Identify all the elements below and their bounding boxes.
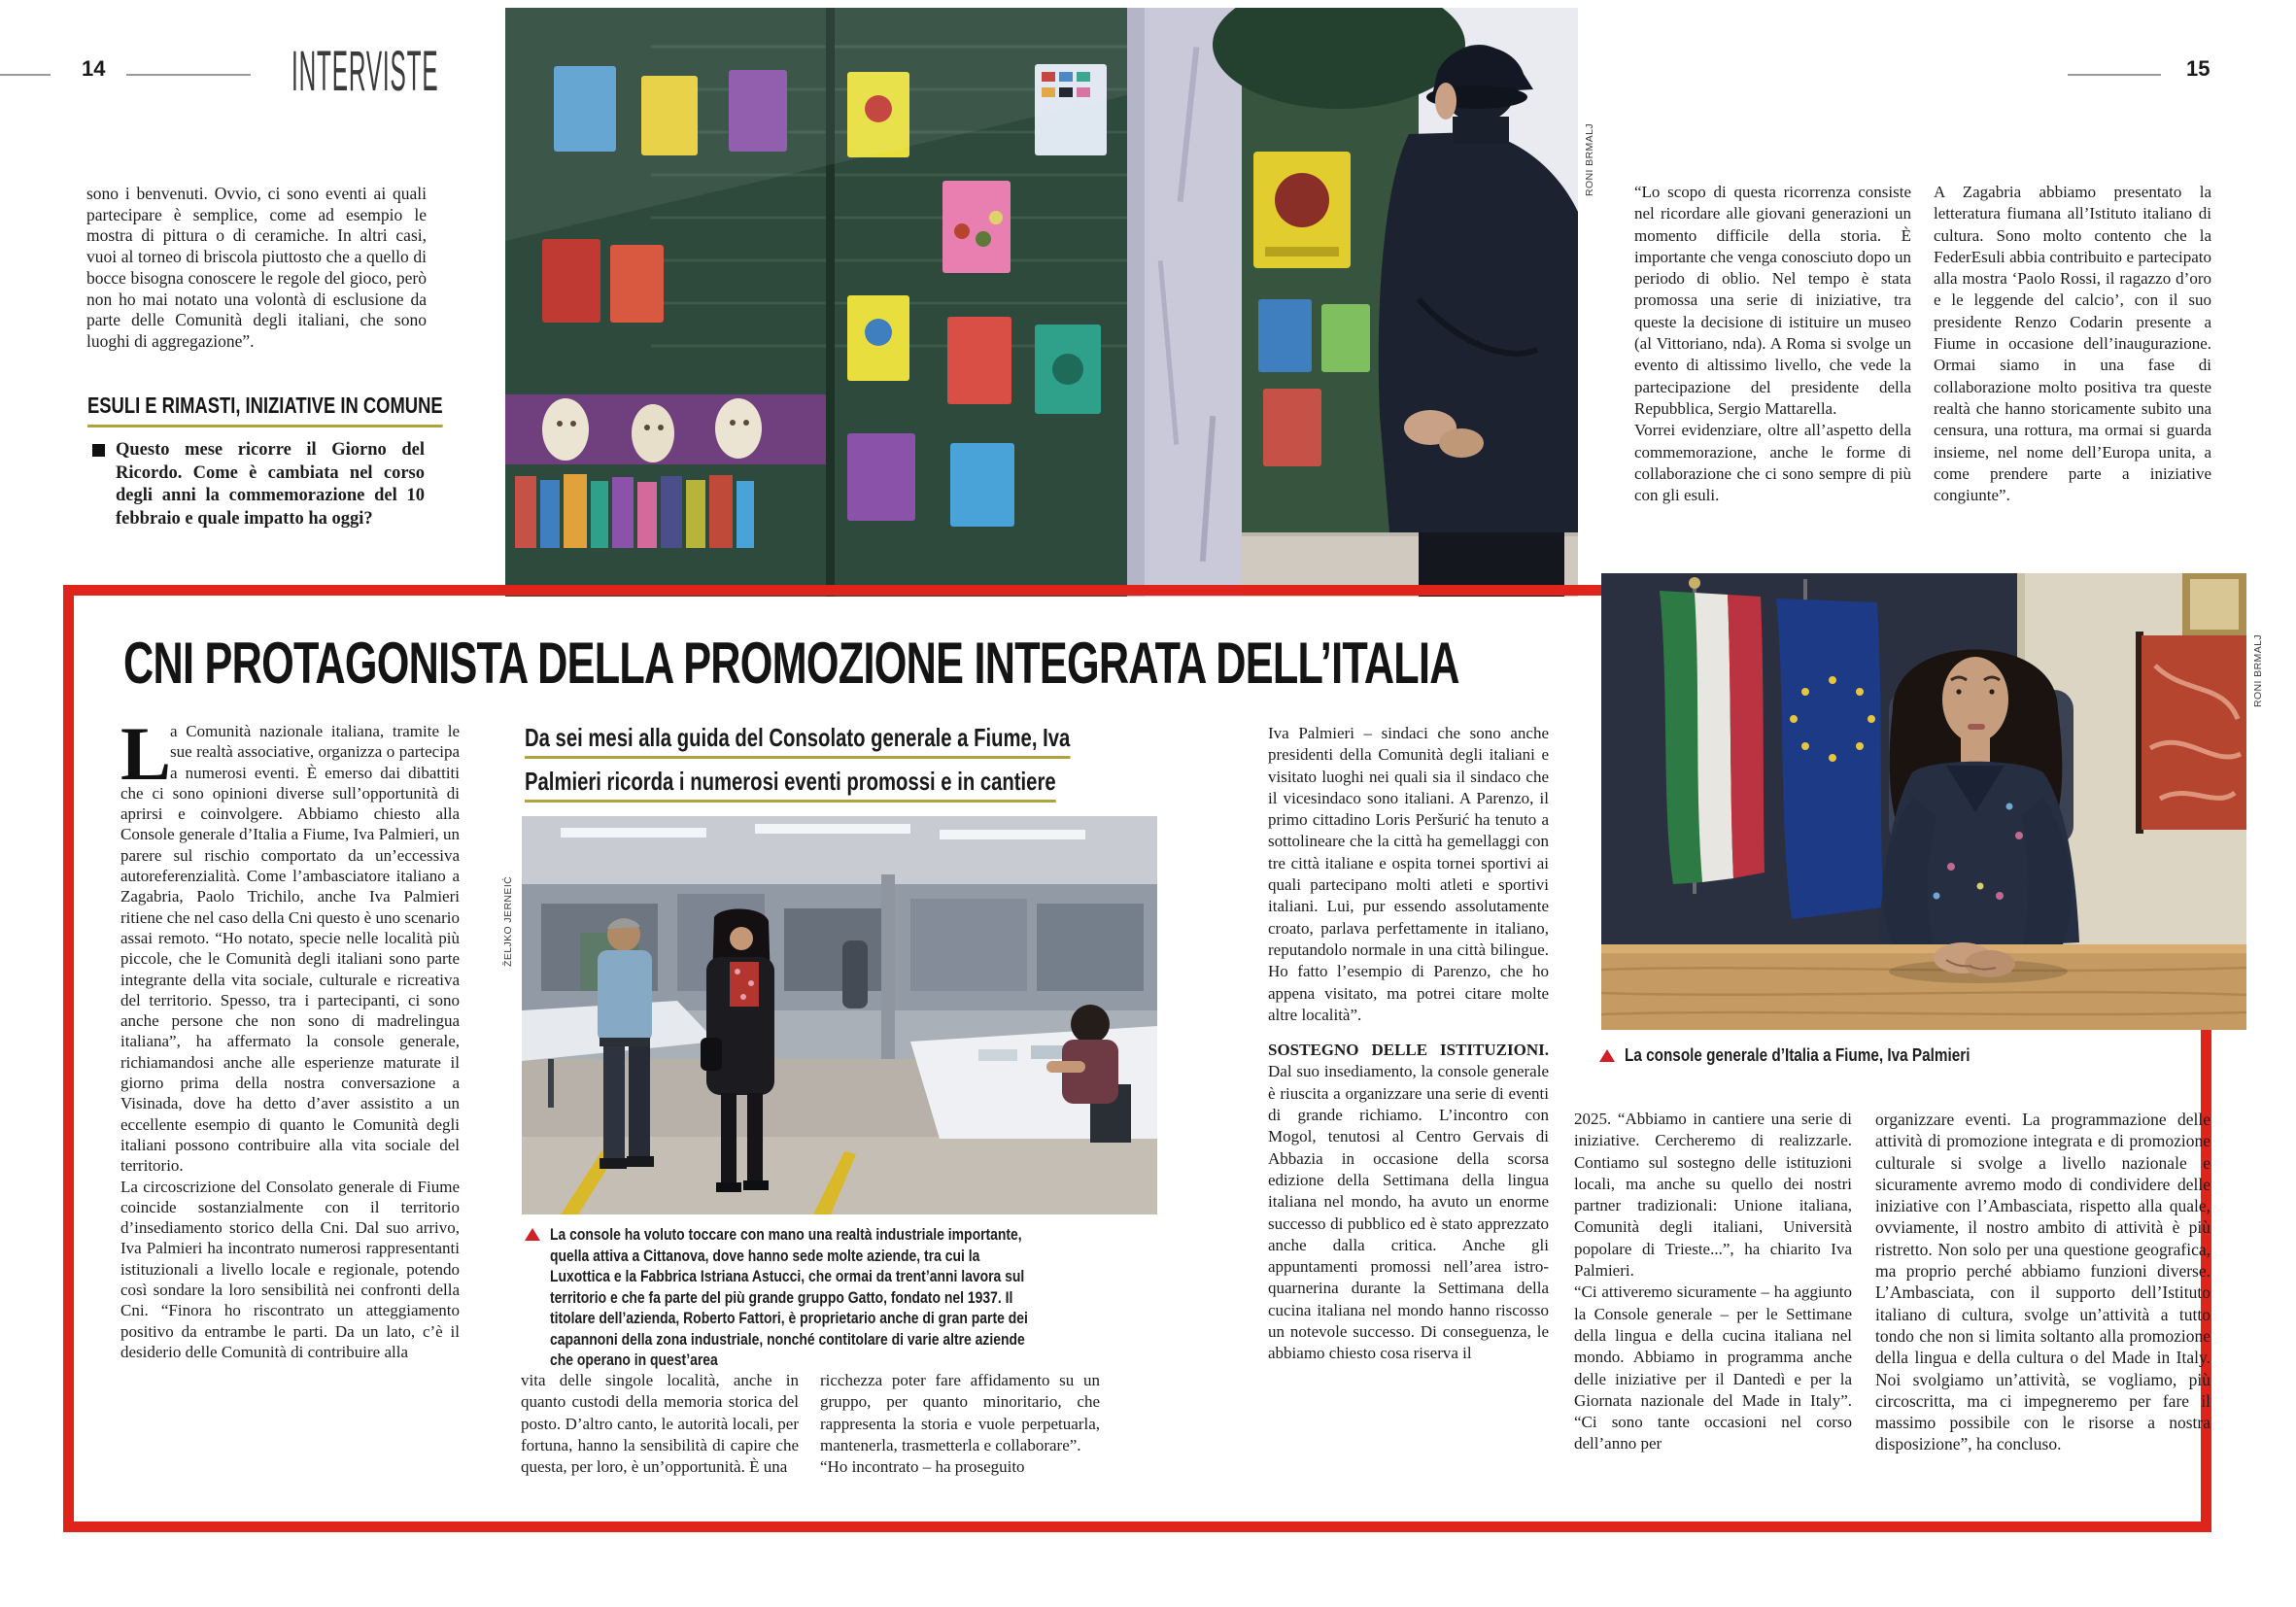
article-column-3: ricchezza poter fare affidamento su un gruppo, per quanto minoritario, che rappresenta la storia e vuole perpetuarla, mantenerla, trasmetterla e collaborare”. “Ho incontrato – ha proseguito (820, 1371, 1100, 1477)
palmieri-portrait-photo (1601, 573, 2246, 1030)
drop-cap: L (120, 711, 172, 796)
factory-visit-photo (522, 816, 1157, 1214)
bookshop-window-photo (505, 8, 1578, 597)
palmieri-photo-credit: RONI BRMALJ (2252, 634, 2264, 707)
article-column-1: L a Comunità nazionale italiana, tramite le sue realtà associative, organizza o partecipa a numerosi eventi. È emerso dai dibattiti che ci sono opinioni diverse sull’opportunità di aprirsi e coinvolgere. Abbiamo chiesto alla Console generale d’Italia a Fiume, Iva Palmieri, un parere sul rischio comportato da un’eccessiva autoreferenzialità. Come l’ambasciatore italiano a Zagabria, Paolo Trichilo, anche Iva Palmieri ritiene che nel caso della Cni questo è uno scenario assai remoto. “Ho notato, specie nelle località più piccole, che le Comunità degli italiani sono parte integrante della vita sociale, culturale e ricreativa del territorio. Spesso, tra i partecipanti, ci sono anche persone che non sono di madrelingua italiana”, ha affermato la console generale, richiamandosi anche alle esperienze maturate il giorno prima della nostra conversazione a Visinada, dove ha detto d’aver assistito a un eccellente esempio di quanto le Comunità degli italiani possono contribuire alla vita sociale del territorio. La circoscrizione del Consolato generale di Fiume coincide sostanzialmente con il territorio d’insediamento storico della Cni. Dal suo arrivo, Iva Palmieri ha incontrato numerosi rappresentanti istituzionali a livello locale e regionale, potendo così sondare la loro sensibilità nei confronti della Cni. “Finora ho riscontrato un atteggiamento positivo da entrambe le parti. Da un lato, c’è il desiderio delle Comunità di contribuire alla (120, 711, 460, 1361)
standfirst-line-2: Palmieri ricorda i numerosi eventi promossi e in cantiere (525, 767, 1056, 803)
standfirst-line-1: Da sei mesi alla guida del Consolato generale a Fiume, Iva (525, 723, 1070, 759)
header-rule-right (2068, 74, 2161, 76)
esuli-subhead (87, 393, 531, 427)
caption-marker-icon (1599, 1049, 1615, 1062)
palmieri-caption-text: La console generale d’Italia a Fiume, Iva Palmieri (1625, 1045, 1970, 1065)
article-headline: CNI PROTAGONISTA DELLA PROMOZIONE INTEGRATA DELL’ITALIA (123, 631, 1459, 696)
article-column-4: Iva Palmieri – sindaci che sono anche presidenti della Comunità degli italiani e visitato luoghi nei quali sia il sindaco che il vicesindaco sono italiani. A Parenzo, il primo cittadino Loris Peršurić ha tenuto a sottolineare che la città ha gemellaggi con tre città italiane e ospita tornei sportivi ai quali partecipano molti atleti e sportivi italiani. Lui, pur essendo assolutamente croato, parlava perfettamente in italiano, reputandolo normale in una città bilingue. Ho fatto l’esempio di Parenzo, che ho appena visitato, ma potrei citare molte altre località”. SOSTEGNO DELLE ISTITUZIONI. Dal suo insediamento, la console generale è riuscita a organizzare una serie di eventi di grande richiamo. L’incontro con Mogol, tenutosi al Centro Gervais di Abbazia in occasione della scorsa edizione della Settimana della lingua italiana nel mondo, ha avuto un enorme successo di pubblico ed è stato apprezzato anche dalla critica. Anche gli appuntamenti promossi nell’area istro-quarnerina durante la Settimana della cucina italiana nel mondo hanno riscosso un notevole successo. Di conseguenza, le abbiamo chiesto cosa riserva il (1268, 724, 1549, 1363)
article-column-6: organizzare eventi. La programmazione delle attività di promozione integrata e di promozione culturale si svolge a livello nazionale e sicuramente avremo modo di condividere delle iniziative con l’Ambasciata, rispetto alla quale, ovviamente, il nostro ambito di attività è più ristretto. Non solo per una questione geografica, ma proprio perché abbiamo funzioni diverse. L’Ambasciata, con il supporto dell’Istituto italiano di cultura, svolge un’attività a tutto tondo che non si limita soltanto alla promozione della lingua e della cultura o del Made in Italy. Noi svolgiamo un’attività, se vogliamo, più circoscritta, ma ci impegneremo per fare il massimo possibile con le risorse a nostra disposizione”, ha concluso. (1875, 1110, 2210, 1454)
eu-flag-icon (1776, 579, 1883, 919)
article-column-5: 2025. “Abbiamo in cantiere una serie di iniziative. Cercheremo di realizzarle. Contiamo sul sostegno delle istituzioni locali, ma anche su quello dei nostri partner tradizionali: Unione italiana, Comunità degli italiani, Università popolare di Trieste...”, ha chiarito Iva Palmieri. “Ci attiveremo sicuramente – ha aggiunto la Console generale – per le Settimane della lingua e della cucina italiana nel mondo. Abbiamo in programma anche delle iniziative per il Dantedì e per la Giornata nazionale del Made in Italy”. “Ci sono tante occasioni nel corso dell’anno per (1574, 1110, 1852, 1453)
factory-photo-credit: ŽELJKO JERNEIĆ (502, 875, 514, 967)
factory-caption-text: La console ha voluto toccare con mano una realtà industriale importante, quella attiva a Cittanova, dove hanno sede molte aziende, tra cui la Luxottica e la Fabbrica Istriana Astucci, che ormai da trent’anni lavora sul territorio e che fa parte del più grande gruppo Gatto, fondato nel 1937. Il titolare dell’azienda, Roberto Fattori, è proprietario anche di gran parte dei capannoni della zona industriale, nonché contitolare di varie altre aziende che operano in quest’area (550, 1225, 1028, 1369)
caption-marker-icon (525, 1228, 540, 1241)
header-rule-left-b (126, 74, 251, 76)
sostegno-runin-head: SOSTEGNO DELLE ISTITUZIONI. (1268, 1041, 1549, 1060)
section-title: INTERVISTE (291, 40, 439, 103)
woman-figure (1878, 650, 2079, 959)
desk (1601, 944, 2246, 1030)
italian-flag-icon (1660, 577, 1765, 894)
right-column-b: A Zagabria abbiamo presentato la letteratura fiumana all’Istituto italiano di cultura. Sono molto contento che la FederEsuli abbia contribuito e partecipato alla mostra ‘Paolo Rossi, il ragazzo d’oro e le leggende del calcio’, con il suo presidente Renzo Codarin presente a Fiume in occasione dell’inaugurazione. Ormai siamo in una fase di collaborazione molto positiva tra queste realtà che hanno storicamente subito una censura, una rottura, ma ormai si guarda insieme, nel nome dell’Europa unita, a come prendere parte a iniziative congiunte”. (1934, 183, 2211, 505)
interview-question (92, 439, 425, 530)
top-photo-credit: RONI BRMALJ (1584, 123, 1595, 196)
right-column-a: “Lo scopo di questa ricorrenza consiste nel ricordare alle giovani generazioni un momento difficile della storia. È importante che venga conosciuto dopo un periodo di oblio. Nel tempo è stata promossa una serie di iniziative, tra queste la decisione di istituire un museo (al Vittoriano, nda). A Roma si svolge un evento di altissimo livello, che vede la partecipazione del presidente della Repubblica, Sergio Mattarella. Vorrei evidenziare, oltre all’aspetto della commemorazione, anche le forme di collaborazione che ci sono sempre di più con gli esuli. (1634, 183, 1911, 505)
interview-question-text: Questo mese ricorre il Giorno del Ricordo. Come è cambiata nel corso degli anni la commemorazione del 10 febbraio e quale impatto ha oggi? (116, 440, 425, 529)
bullet-square-icon (92, 444, 105, 457)
page-number-right: 15 (2186, 56, 2210, 81)
red-artwork (2136, 632, 2246, 834)
esuli-subhead-label: ESULI E RIMASTI, INIZIATIVE IN COMUNE (87, 393, 443, 427)
left-intro-paragraph: sono i benvenuti. Ovvio, ci sono eventi ai quali partecipare è semplice, come ad esempio le mostra di pittura o di ceramiche. In altri casi, vuoi al torneo di briscola piuttosto che a quello di bocce bisogna conoscere le regole del gioco, però non ho mai notato una volontà di esclusione da parte delle Comunità degli italiani, che sono luoghi di aggregazione”. (86, 184, 427, 351)
header-rule-left-a (0, 74, 51, 76)
article-column-2: vita delle singole località, anche in quanto custodi della memoria storica del posto. D’altro canto, le autorità locali, per fortuna, hanno la sensibilità di capire che questa, per loro, è un’opportunità. È una (521, 1371, 799, 1477)
factory-caption (525, 1224, 1147, 1371)
gold-frame (2182, 573, 2246, 637)
shop-window-left (505, 8, 1127, 597)
stone-pillar (1127, 8, 1242, 597)
article-standfirst (525, 723, 1224, 810)
palmieri-caption (1599, 1045, 2221, 1066)
page-number-left: 14 (82, 56, 106, 81)
